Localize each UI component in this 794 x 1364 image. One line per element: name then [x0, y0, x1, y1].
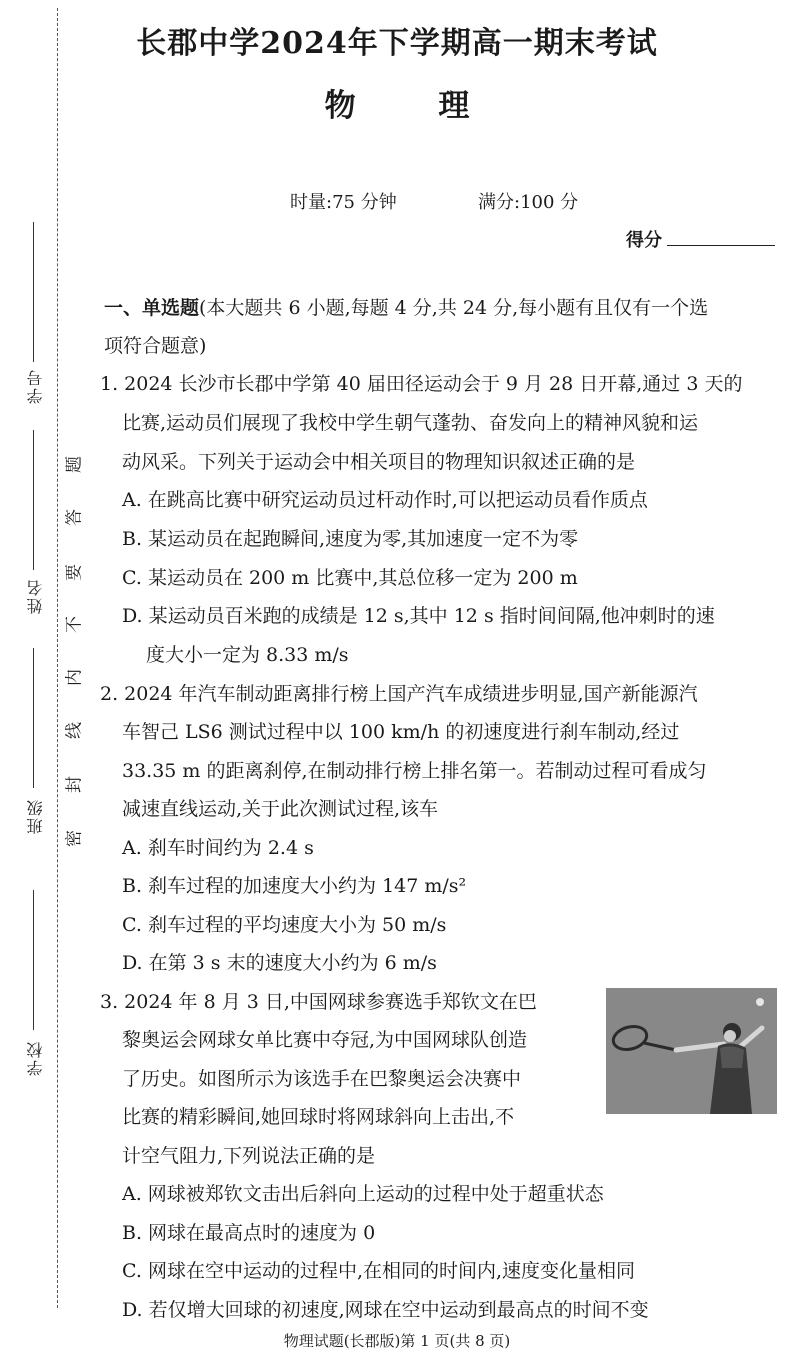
warning-char: 不: [64, 616, 85, 633]
q2-stem-line: 减速直线运动,关于此次测试过程,该车: [122, 798, 439, 820]
q2-option-a: A. 刹车时间约为 2.4 s: [122, 837, 314, 859]
exam-duration: 时量:75 分钟: [290, 192, 397, 213]
q2-option-d: D. 在第 3 s 末的速度大小约为 6 m/s: [122, 952, 437, 974]
warning-char: 答: [64, 509, 85, 526]
tennis-player-photo: [606, 988, 777, 1114]
school-fill-line: [33, 890, 34, 1030]
section-heading-line: [104, 296, 708, 320]
school-label: 学校: [26, 1040, 45, 1076]
q3-stem-line: 3. 2024 年 8 月 3 日,中国网球参赛选手郑钦文在巴: [100, 991, 537, 1013]
name-fill-line: [33, 430, 34, 570]
section-description-cont: 项符合题意): [104, 335, 207, 357]
warning-char: 题: [64, 456, 85, 473]
warning-char: 封: [64, 776, 85, 793]
q2-option-c: C. 刹车过程的平均速度大小为 50 m/s: [122, 914, 447, 936]
tennis-ball-icon: [756, 998, 764, 1006]
q2-stem-line: 33.35 m 的距离刹停,在制动排行榜上排名第一。若制动过程可看成匀: [122, 760, 707, 782]
warning-char: 线: [64, 722, 85, 739]
score-label: 得分: [626, 230, 662, 251]
q1-option-d: D. 某运动员百米跑的成绩是 12 s,其中 12 s 指时间间隔,他冲刺时的速: [122, 605, 715, 627]
student-id-label: 学号: [26, 368, 45, 404]
warning-char: 密: [64, 830, 85, 847]
section-description: (本大题共 6 小题,每题 4 分,共 24 分,每小题有且仅有一个选: [199, 297, 709, 319]
q1-option-a: A. 在跳高比赛中研究运动员过杆动作时,可以把运动员看作质点: [122, 489, 648, 511]
class-fill-line: [33, 648, 34, 788]
q3-option-c: C. 网球在空中运动的过程中,在相同的时间内,速度变化量相同: [122, 1260, 636, 1282]
class-label: 班级: [26, 798, 45, 834]
name-label: 姓名: [26, 578, 45, 614]
warning-char: 要: [64, 564, 85, 581]
binding-dashed-line: [57, 8, 58, 1308]
exam-full-score: 满分:100 分: [478, 192, 579, 213]
q2-option-b: B. 刹车过程的加速度大小约为 147 m/s²: [122, 875, 467, 897]
q2-stem-line: 2. 2024 年汽车制动距离排行榜上国产汽车成绩进步明显,国产新能源汽: [100, 683, 698, 705]
q3-option-a: A. 网球被郑钦文击出后斜向上运动的过程中处于超重状态: [122, 1183, 604, 1205]
q3-option-b: B. 网球在最高点时的速度为 0: [122, 1222, 376, 1244]
q3-stem-line: 了历史。如图所示为该选手在巴黎奥运会决赛中: [122, 1068, 522, 1090]
q1-stem-line: 1. 2024 长沙市长郡中学第 40 届田径运动会于 9 月 28 日开幕,通过 3 天的: [100, 373, 743, 395]
q3-stem-line: 计空气阻力,下列说法正确的是: [122, 1145, 376, 1167]
page-footer: 物理试题(长郡版)第 1 页(共 8 页): [283, 1332, 511, 1350]
q1-option-d-cont: 度大小一定为 8.33 m/s: [146, 644, 349, 666]
warning-char: 内: [64, 669, 85, 686]
q1-option-c: C. 某运动员在 200 m 比赛中,其总位移一定为 200 m: [122, 567, 578, 589]
subject-title: 物 理: [324, 88, 506, 124]
q3-stem-line: 比赛的精彩瞬间,她回球时将网球斜向上击出,不: [122, 1106, 515, 1128]
q1-stem-line: 动风采。下列关于运动会中相关项目的物理知识叙述正确的是: [122, 451, 636, 473]
q1-stem-line: 比赛,运动员们展现了我校中学生朝气蓬勃、奋发向上的精神风貌和运: [122, 412, 699, 434]
section-heading: 一、单选题: [104, 297, 200, 319]
score-fill-line: [667, 245, 775, 246]
student-id-fill-line: [33, 222, 34, 362]
exam-title: 长郡中学2024年下学期高一期末考试: [136, 26, 658, 61]
q3-stem-line: 黎奥运会网球女单比赛中夺冠,为中国网球队创造: [122, 1029, 528, 1051]
q3-option-d: D. 若仅增大回球的初速度,网球在空中运动到最高点的时间不变: [122, 1299, 649, 1321]
q1-option-b: B. 某运动员在起跑瞬间,速度为零,其加速度一定不为零: [122, 528, 579, 550]
q2-stem-line: 车智己 LS6 测试过程中以 100 km/h 的初速度进行刹车制动,经过: [122, 721, 680, 743]
